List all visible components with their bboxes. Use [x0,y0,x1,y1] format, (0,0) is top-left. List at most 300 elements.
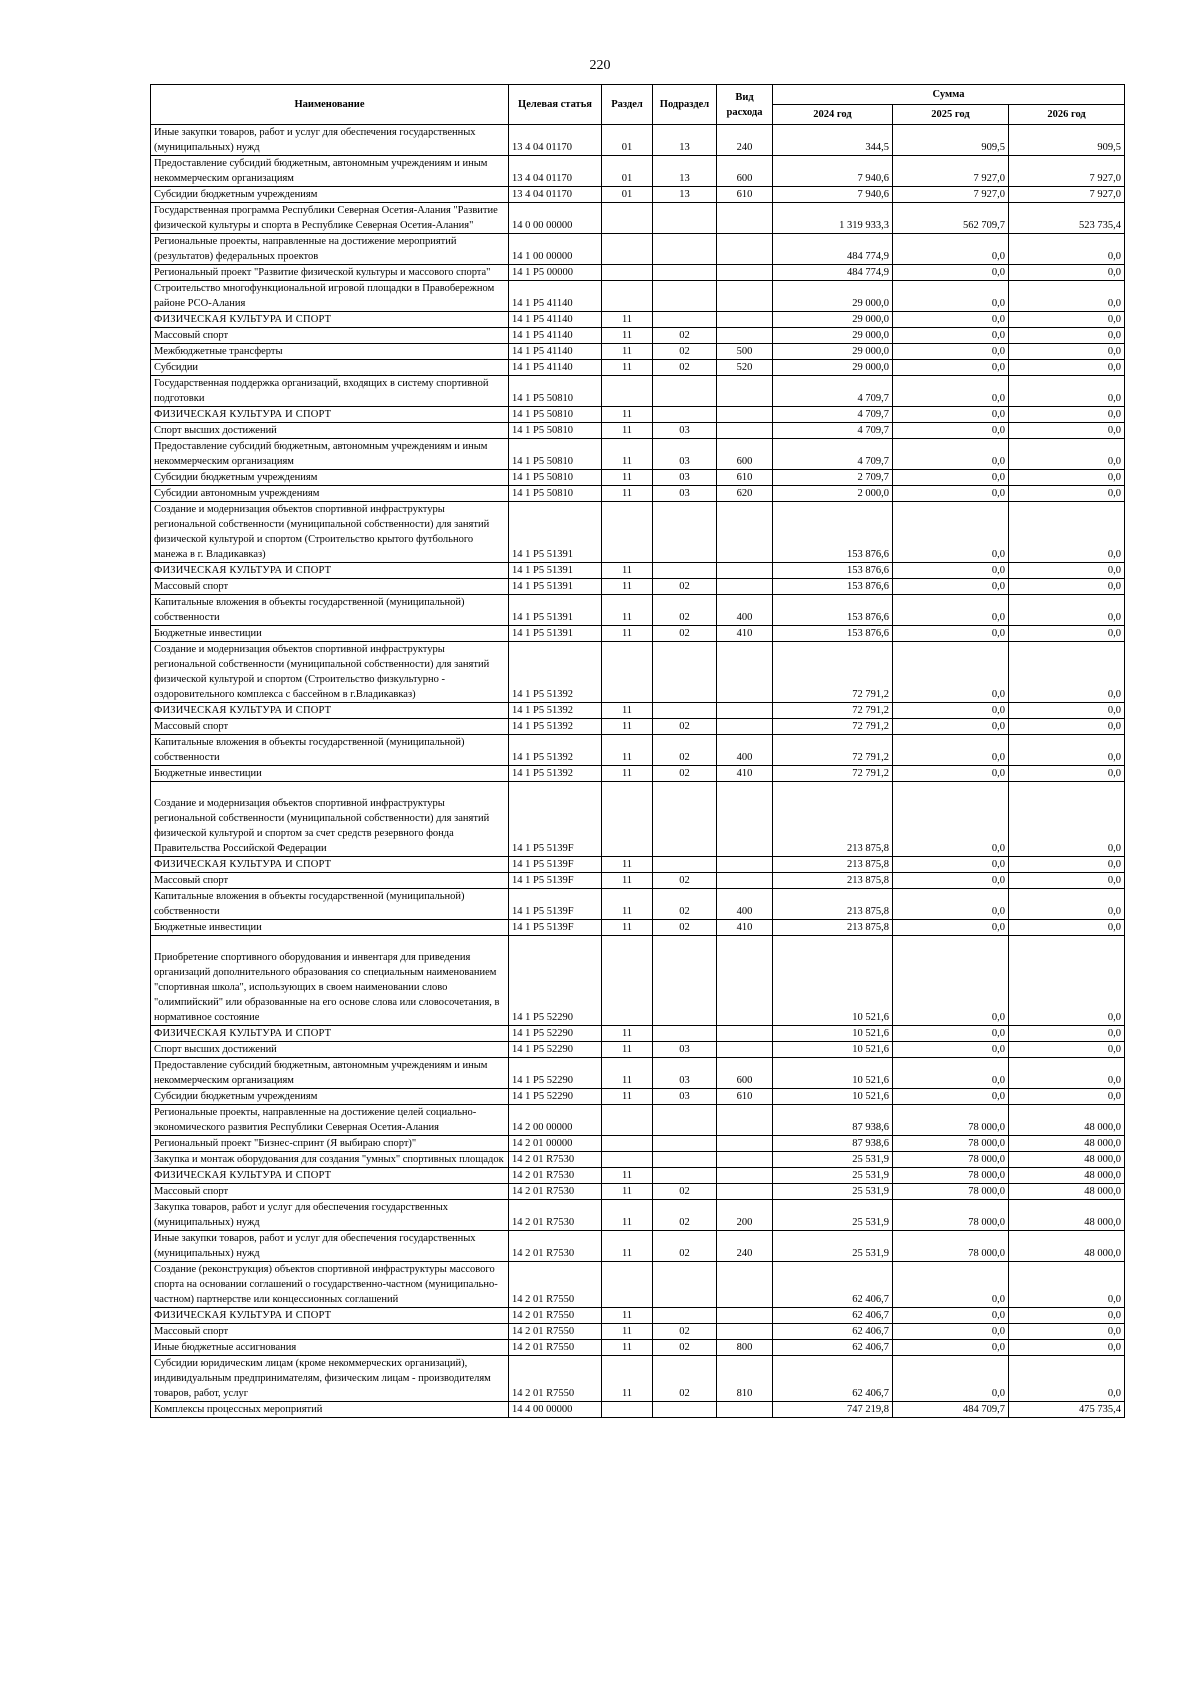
row-value-2025: 78 000,0 [893,1136,1009,1152]
row-value-2024: 153 876,6 [773,595,893,626]
table-row [151,642,1125,703]
row-value-2026: 0,0 [1009,407,1125,423]
row-expense-type [717,312,773,328]
row-target: 14 4 00 00000 [509,1402,602,1418]
row-value-2025: 0,0 [893,579,1009,595]
row-section: 11 [602,1058,653,1089]
table-row [151,344,1125,360]
row-value-2026: 0,0 [1009,1026,1125,1042]
row-subsection [653,1152,717,1168]
row-subsection: 02 [653,1231,717,1262]
row-expense-type: 200 [717,1200,773,1231]
table-row [151,873,1125,889]
row-subsection: 02 [653,766,717,782]
row-name: Государственная программа Республики Северная Осетия-Алания "Развитие физической культуры и спорта в Республике Северная Осетия-Алания" [151,203,509,234]
row-value-2024: 213 875,8 [773,920,893,936]
row-expense-type: 600 [717,1058,773,1089]
row-section [602,376,653,407]
row-value-2024: 10 521,6 [773,1089,893,1105]
row-name: ФИЗИЧЕСКАЯ КУЛЬТУРА И СПОРТ [151,312,509,328]
row-subsection [653,1262,717,1308]
row-target: 14 0 00 00000 [509,203,602,234]
row-name: Предоставление субсидий бюджетным, автономным учреждениям и иным некоммерческим организациям [151,439,509,470]
row-name: Массовый спорт [151,719,509,735]
row-value-2024: 25 531,9 [773,1152,893,1168]
row-expense-type: 410 [717,626,773,642]
row-value-2025: 0,0 [893,936,1009,1026]
row-expense-type [717,281,773,312]
row-expense-type [717,423,773,439]
row-name: Бюджетные инвестиции [151,920,509,936]
table-row [151,782,1125,857]
row-value-2025: 7 927,0 [893,156,1009,187]
row-subsection: 02 [653,328,717,344]
row-value-2024: 62 406,7 [773,1356,893,1402]
row-target: 14 1 P5 51391 [509,579,602,595]
table-row [151,1152,1125,1168]
row-value-2026: 0,0 [1009,1340,1125,1356]
table-row [151,595,1125,626]
row-name: Капитальные вложения в объекты государственной (муниципальной) собственности [151,889,509,920]
row-target: 14 1 P5 41140 [509,328,602,344]
row-section: 11 [602,1340,653,1356]
row-subsection [653,642,717,703]
row-expense-type: 810 [717,1356,773,1402]
row-value-2025: 0,0 [893,1340,1009,1356]
row-target: 14 1 P5 52290 [509,936,602,1026]
row-section: 11 [602,1356,653,1402]
row-target: 14 1 P5 5139F [509,889,602,920]
row-name: Субсидии бюджетным учреждениям [151,1089,509,1105]
row-target: 14 2 01 R7550 [509,1262,602,1308]
row-subsection [653,312,717,328]
row-target: 14 1 P5 41140 [509,360,602,376]
row-value-2026: 0,0 [1009,782,1125,857]
row-value-2026: 0,0 [1009,857,1125,873]
row-subsection: 03 [653,423,717,439]
row-value-2024: 25 531,9 [773,1184,893,1200]
row-value-2026: 0,0 [1009,735,1125,766]
row-section: 01 [602,187,653,203]
table-row [151,1136,1125,1152]
row-subsection: 02 [653,579,717,595]
row-value-2026: 0,0 [1009,423,1125,439]
row-target: 14 1 P5 51392 [509,766,602,782]
table-row [151,1356,1125,1402]
row-value-2026: 0,0 [1009,376,1125,407]
row-value-2025: 562 709,7 [893,203,1009,234]
row-expense-type [717,936,773,1026]
row-expense-type: 410 [717,920,773,936]
row-section: 11 [602,423,653,439]
row-name: Региональные проекты, направленные на достижение мероприятий (результатов) федеральных проектов [151,234,509,265]
table-row [151,1231,1125,1262]
row-subsection [653,857,717,873]
row-section: 11 [602,766,653,782]
row-value-2026: 475 735,4 [1009,1402,1125,1418]
row-value-2025: 0,0 [893,735,1009,766]
row-section: 11 [602,1184,653,1200]
row-value-2025: 484 709,7 [893,1402,1009,1418]
row-name: Субсидии юридическим лицам (кроме некоммерческих организаций), индивидуальным предпринимателям, физическим лицам - производителям товаров, работ, услуг [151,1356,509,1402]
row-value-2024: 29 000,0 [773,360,893,376]
budget-table [150,84,1125,1418]
header-section: Раздел [602,85,653,125]
row-value-2026: 48 000,0 [1009,1136,1125,1152]
row-value-2024: 153 876,6 [773,563,893,579]
row-target: 14 1 P5 50810 [509,423,602,439]
row-expense-type [717,703,773,719]
row-section: 11 [602,1200,653,1231]
row-name: Государственная поддержка организаций, входящих в систему спортивной подготовки [151,376,509,407]
row-section: 11 [602,595,653,626]
row-target: 14 2 01 R7530 [509,1184,602,1200]
row-value-2025: 0,0 [893,470,1009,486]
row-expense-type [717,376,773,407]
row-subsection [653,502,717,563]
row-value-2024: 62 406,7 [773,1340,893,1356]
row-subsection: 03 [653,486,717,502]
row-value-2025: 0,0 [893,486,1009,502]
row-subsection [653,281,717,312]
table-row [151,407,1125,423]
row-target: 14 1 P5 51391 [509,626,602,642]
row-section: 11 [602,1168,653,1184]
row-section: 11 [602,1308,653,1324]
row-section: 11 [602,626,653,642]
row-target: 14 1 P5 41140 [509,344,602,360]
row-name: Иные закупки товаров, работ и услуг для обеспечения государственных (муниципальных) нужд [151,1231,509,1262]
row-subsection: 02 [653,1356,717,1402]
row-value-2024: 344,5 [773,125,893,156]
row-value-2026: 909,5 [1009,125,1125,156]
row-value-2026: 0,0 [1009,328,1125,344]
row-value-2026: 0,0 [1009,642,1125,703]
row-target: 14 1 00 00000 [509,234,602,265]
row-value-2025: 0,0 [893,344,1009,360]
row-section: 11 [602,328,653,344]
row-expense-type: 800 [717,1340,773,1356]
row-value-2026: 0,0 [1009,1042,1125,1058]
row-value-2026: 0,0 [1009,281,1125,312]
row-subsection: 13 [653,187,717,203]
table-row [151,1324,1125,1340]
row-section [602,265,653,281]
row-name: Создание и модернизация объектов спортивной инфраструктуры региональной собственности (муниципальной собственности) для занятий физической культурой и спортом за счет средств резервного фонда Правительства Российской Федерации [151,782,509,857]
row-value-2025: 0,0 [893,1308,1009,1324]
row-target: 14 1 P5 50810 [509,439,602,470]
row-subsection: 02 [653,595,717,626]
table-row [151,376,1125,407]
row-name: Спорт высших достижений [151,423,509,439]
row-value-2024: 747 219,8 [773,1402,893,1418]
row-value-2024: 25 531,9 [773,1231,893,1262]
row-expense-type [717,265,773,281]
table-row [151,1042,1125,1058]
row-value-2026: 0,0 [1009,344,1125,360]
row-subsection [653,563,717,579]
row-expense-type: 610 [717,1089,773,1105]
row-value-2024: 4 709,7 [773,407,893,423]
row-value-2024: 484 774,9 [773,265,893,281]
header-2025: 2025 год [893,105,1009,125]
row-value-2025: 0,0 [893,873,1009,889]
row-expense-type [717,563,773,579]
row-value-2024: 10 521,6 [773,936,893,1026]
row-subsection [653,703,717,719]
row-expense-type [717,1184,773,1200]
row-section: 11 [602,439,653,470]
row-target: 14 1 P5 00000 [509,265,602,281]
row-subsection: 03 [653,439,717,470]
table-row [151,1105,1125,1136]
row-name: Иные бюджетные ассигнования [151,1340,509,1356]
row-target: 14 1 P5 51391 [509,595,602,626]
row-target: 14 2 01 R7550 [509,1340,602,1356]
row-value-2026: 0,0 [1009,563,1125,579]
row-target: 14 1 P5 50810 [509,407,602,423]
row-expense-type [717,1324,773,1340]
row-section: 11 [602,1089,653,1105]
row-name: Массовый спорт [151,1184,509,1200]
row-expense-type: 610 [717,470,773,486]
row-value-2025: 78 000,0 [893,1152,1009,1168]
row-value-2025: 0,0 [893,595,1009,626]
row-target: 14 1 P5 52290 [509,1089,602,1105]
header-expense-type: Вид расхода [717,85,773,125]
row-section: 11 [602,1231,653,1262]
table-row [151,889,1125,920]
row-subsection: 02 [653,1200,717,1231]
row-value-2026: 48 000,0 [1009,1231,1125,1262]
row-name: Региональные проекты, направленные на достижение целей социально-экономического развития Республики Северная Осетия-Алания [151,1105,509,1136]
row-section [602,1136,653,1152]
row-value-2026: 0,0 [1009,889,1125,920]
row-value-2025: 78 000,0 [893,1231,1009,1262]
row-value-2024: 2 000,0 [773,486,893,502]
row-section [602,642,653,703]
row-expense-type: 520 [717,360,773,376]
row-value-2024: 213 875,8 [773,889,893,920]
row-value-2024: 62 406,7 [773,1324,893,1340]
row-value-2025: 78 000,0 [893,1105,1009,1136]
row-value-2024: 29 000,0 [773,344,893,360]
row-value-2025: 0,0 [893,703,1009,719]
row-name: Создание и модернизация объектов спортивной инфраструктуры региональной собственности (муниципальной собственности) для занятий физической культурой и спортом (Строительство физкультурно - оздоровительного комплекса с бассейном в г.Владикавказ) [151,642,509,703]
row-value-2024: 7 940,6 [773,156,893,187]
row-subsection: 02 [653,719,717,735]
header-subsection: Подраздел [653,85,717,125]
table-row [151,281,1125,312]
row-subsection: 03 [653,1089,717,1105]
row-section: 11 [602,360,653,376]
row-subsection: 02 [653,735,717,766]
row-target: 14 2 01 R7530 [509,1152,602,1168]
row-value-2024: 72 791,2 [773,735,893,766]
table-row [151,1026,1125,1042]
row-value-2026: 48 000,0 [1009,1105,1125,1136]
row-value-2025: 0,0 [893,626,1009,642]
row-subsection: 03 [653,1042,717,1058]
table-row [151,312,1125,328]
row-section: 11 [602,719,653,735]
row-target: 14 1 P5 51392 [509,703,602,719]
row-section [602,502,653,563]
table-row [151,920,1125,936]
row-section [602,1105,653,1136]
row-value-2026: 48 000,0 [1009,1200,1125,1231]
row-value-2025: 0,0 [893,376,1009,407]
row-expense-type: 500 [717,344,773,360]
row-target: 14 2 01 00000 [509,1136,602,1152]
row-target: 14 2 01 R7530 [509,1200,602,1231]
row-value-2026: 48 000,0 [1009,1152,1125,1168]
row-section: 11 [602,735,653,766]
row-section: 11 [602,563,653,579]
row-name: Строительство многофункциональной игровой площадки в Правобережном районе РСО-Алания [151,281,509,312]
row-expense-type [717,1168,773,1184]
row-value-2026: 0,0 [1009,766,1125,782]
table-row [151,1340,1125,1356]
table-row [151,1200,1125,1231]
row-section [602,936,653,1026]
row-target: 14 1 P5 52290 [509,1042,602,1058]
row-subsection [653,1105,717,1136]
row-value-2026: 0,0 [1009,1058,1125,1089]
row-target: 14 1 P5 5139F [509,873,602,889]
row-subsection [653,407,717,423]
row-name: Создание (реконструкция) объектов спортивной инфраструктуры массового спорта на основании соглашений о государственно-частном (муниципально-частном) партнерстве или концессионных соглашений [151,1262,509,1308]
table-row [151,936,1125,1026]
row-value-2025: 78 000,0 [893,1184,1009,1200]
row-section [602,281,653,312]
row-value-2024: 213 875,8 [773,782,893,857]
row-target: 14 1 P5 5139F [509,920,602,936]
row-value-2024: 29 000,0 [773,328,893,344]
row-value-2025: 0,0 [893,312,1009,328]
row-value-2025: 0,0 [893,281,1009,312]
row-value-2025: 909,5 [893,125,1009,156]
row-subsection: 02 [653,920,717,936]
row-target: 13 4 04 01170 [509,156,602,187]
row-subsection: 02 [653,873,717,889]
row-value-2025: 0,0 [893,782,1009,857]
row-target: 14 1 P5 50810 [509,470,602,486]
row-expense-type [717,1308,773,1324]
row-target: 14 1 P5 51392 [509,642,602,703]
row-value-2025: 0,0 [893,1089,1009,1105]
row-target: 13 4 04 01170 [509,187,602,203]
row-name: Субсидии бюджетным учреждениям [151,187,509,203]
row-section: 11 [602,470,653,486]
row-value-2024: 10 521,6 [773,1058,893,1089]
row-name: Комплексы процессных мероприятий [151,1402,509,1418]
row-expense-type [717,328,773,344]
row-subsection [653,376,717,407]
row-value-2026: 0,0 [1009,486,1125,502]
row-subsection [653,1136,717,1152]
table-row [151,234,1125,265]
table-row [151,125,1125,156]
row-value-2024: 10 521,6 [773,1026,893,1042]
row-name: Закупка товаров, работ и услуг для обеспечения государственных (муниципальных) нужд [151,1200,509,1231]
row-value-2025: 0,0 [893,265,1009,281]
table-row [151,1058,1125,1089]
table-body [151,125,1125,1418]
row-value-2026: 0,0 [1009,312,1125,328]
row-expense-type: 600 [717,439,773,470]
row-target: 14 1 P5 52290 [509,1026,602,1042]
row-target: 14 1 P5 51392 [509,735,602,766]
row-name: Субсидии [151,360,509,376]
row-subsection: 03 [653,1058,717,1089]
row-expense-type [717,1136,773,1152]
row-value-2026: 0,0 [1009,234,1125,265]
row-expense-type: 240 [717,1231,773,1262]
row-section: 11 [602,889,653,920]
table-row [151,579,1125,595]
row-target: 14 2 00 00000 [509,1105,602,1136]
table-row [151,203,1125,234]
row-name: Субсидии бюджетным учреждениям [151,470,509,486]
row-value-2026: 7 927,0 [1009,156,1125,187]
row-value-2025: 7 927,0 [893,187,1009,203]
row-expense-type [717,782,773,857]
table-row [151,1184,1125,1200]
row-name: Капитальные вложения в объекты государственной (муниципальной) собственности [151,595,509,626]
row-expense-type [717,873,773,889]
row-expense-type [717,719,773,735]
row-name: ФИЗИЧЕСКАЯ КУЛЬТУРА И СПОРТ [151,1308,509,1324]
row-value-2026: 523 735,4 [1009,203,1125,234]
row-value-2025: 0,0 [893,1324,1009,1340]
row-value-2025: 0,0 [893,502,1009,563]
row-value-2024: 25 531,9 [773,1200,893,1231]
row-section: 11 [602,344,653,360]
table-row [151,187,1125,203]
row-expense-type [717,1402,773,1418]
row-value-2025: 0,0 [893,1356,1009,1402]
row-value-2025: 0,0 [893,360,1009,376]
row-target: 14 1 P5 41140 [509,312,602,328]
row-target: 14 1 P5 50810 [509,486,602,502]
row-value-2024: 4 709,7 [773,376,893,407]
row-name: ФИЗИЧЕСКАЯ КУЛЬТУРА И СПОРТ [151,1168,509,1184]
row-expense-type [717,1152,773,1168]
row-subsection [653,1026,717,1042]
row-subsection: 13 [653,156,717,187]
table-row [151,1089,1125,1105]
row-value-2026: 0,0 [1009,1356,1125,1402]
row-value-2026: 7 927,0 [1009,187,1125,203]
row-value-2025: 0,0 [893,407,1009,423]
row-target: 14 2 01 R7530 [509,1231,602,1262]
row-section: 11 [602,1042,653,1058]
row-expense-type: 400 [717,595,773,626]
row-target: 14 1 P5 5139F [509,857,602,873]
row-name: Бюджетные инвестиции [151,766,509,782]
row-section: 11 [602,857,653,873]
row-name: Региональный проект "Бизнес-спринт (Я выбираю спорт)" [151,1136,509,1152]
row-target: 14 1 P5 50810 [509,376,602,407]
row-section: 11 [602,486,653,502]
row-expense-type [717,407,773,423]
row-subsection [653,1168,717,1184]
row-value-2024: 62 406,7 [773,1308,893,1324]
row-value-2025: 0,0 [893,328,1009,344]
row-expense-type [717,579,773,595]
table-row [151,1308,1125,1324]
